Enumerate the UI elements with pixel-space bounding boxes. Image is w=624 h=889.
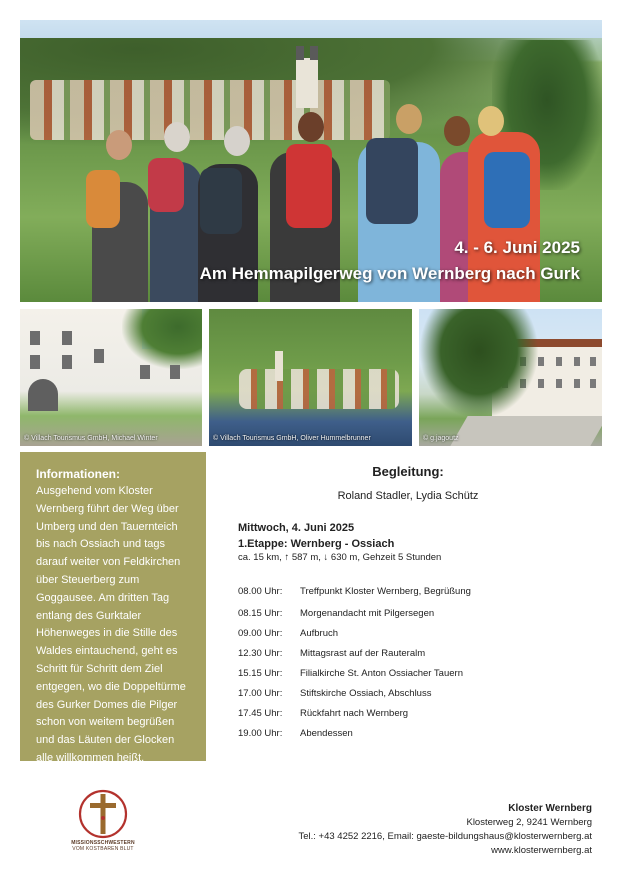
address: Klosterweg 2, 9241 Wernberg (466, 817, 592, 828)
schedule-desc: Morgenandacht mit Pilgersegen (300, 608, 435, 619)
order-logo (68, 788, 138, 852)
phone-email: Tel.: +43 4252 2216, Email: gaeste-bildungshaus@klosterwernberg.at (298, 831, 592, 842)
schedule-row (238, 648, 602, 662)
schedule-time: 17.45 Uhr: (238, 708, 283, 719)
schedule-time: 08.00 Uhr: (238, 586, 283, 597)
cross-icon (77, 788, 129, 840)
day-heading: Mittwoch, 4. Juni 2025 (238, 522, 355, 534)
event-date: 4. - 6. Juni 2025 (454, 238, 580, 257)
schedule-desc: Abendessen (300, 728, 353, 739)
schedule-desc: Stiftskirche Ossiach, Abschluss (300, 688, 432, 699)
photo-credit: © Villach Tourismus GmbH, Michael Winter (24, 435, 158, 442)
event-title: Am Hemmapilgerweg von Wernberg nach Gurk (199, 264, 580, 283)
schedule-desc: Mittagsrast auf der Rauteralm (300, 648, 426, 659)
stage-details: ca. 15 km, ↑ 587 m, ↓ 630 m, Gehzeit 5 Stunden (238, 552, 442, 563)
website-link[interactable]: www.klosterwernberg.at (491, 845, 592, 856)
photo-credit: © g.jagoutz (423, 435, 459, 442)
info-box (20, 452, 206, 764)
schedule-row (238, 708, 602, 722)
schedule-desc: Aufbruch (300, 628, 339, 639)
hero-photo (20, 20, 602, 302)
schedule-row (238, 608, 602, 622)
photo-ossiach-lake (209, 309, 412, 446)
begleitung-names: Roland Stadler, Lydia Schütz (337, 490, 479, 502)
org-name: Kloster Wernberg (508, 803, 592, 814)
schedule-row (238, 628, 602, 642)
logo-line-1: MISSIONSSCHWESTERN (71, 840, 135, 846)
begleitung-heading: Begleitung: (372, 464, 444, 479)
schedule-time: 19.00 Uhr: (238, 728, 283, 739)
schedule-time: 15.15 Uhr: (238, 668, 283, 679)
logo-line-2: VOM KOSTBAREN BLUT (72, 846, 134, 852)
schedule-desc: Treffpunkt Kloster Wernberg, Begrüßung (300, 586, 471, 597)
schedule-row (238, 586, 602, 600)
schedule-time: 12.30 Uhr: (238, 648, 283, 659)
photo-kloster-group (419, 309, 602, 446)
photo-credit: © Villach Tourismus GmbH, Oliver Hummelbrunner (213, 435, 371, 442)
schedule-time: 17.00 Uhr: (238, 688, 283, 699)
photo-kloster-courtyard (20, 309, 202, 446)
schedule-time: 09.00 Uhr: (238, 628, 283, 639)
schedule-row (238, 668, 602, 682)
stage-heading: 1.Etappe: Wernberg - Ossiach (238, 538, 395, 550)
schedule-time: 08.15 Uhr: (238, 608, 283, 619)
info-heading: Informationen: (36, 467, 120, 481)
schedule-desc: Filialkirche St. Anton Ossiacher Tauern (300, 668, 463, 679)
schedule-row (238, 688, 602, 702)
info-text: Ausgehend vom Kloster Wernberg führt der Weg über Umberg und den Tauernteich bis nach Ossiach und tags darauf weiter von Feldkirchen über Steuerberg zum Goggausee. Am dritten Tag entlang des Gurktaler Höhenweges in die Stille des Waldes eintauchend, geht es Schritt für Schritt dem Ziel entgegen, wo die Doppeltürme des Gurker Domes die Pilger schon von weitem begrüßen und das Läuten der Glocken alle willkommen heißt. (36, 485, 186, 764)
schedule-row (238, 728, 602, 742)
contact-block (298, 802, 592, 858)
schedule-desc: Rückfahrt nach Wernberg (300, 708, 409, 719)
